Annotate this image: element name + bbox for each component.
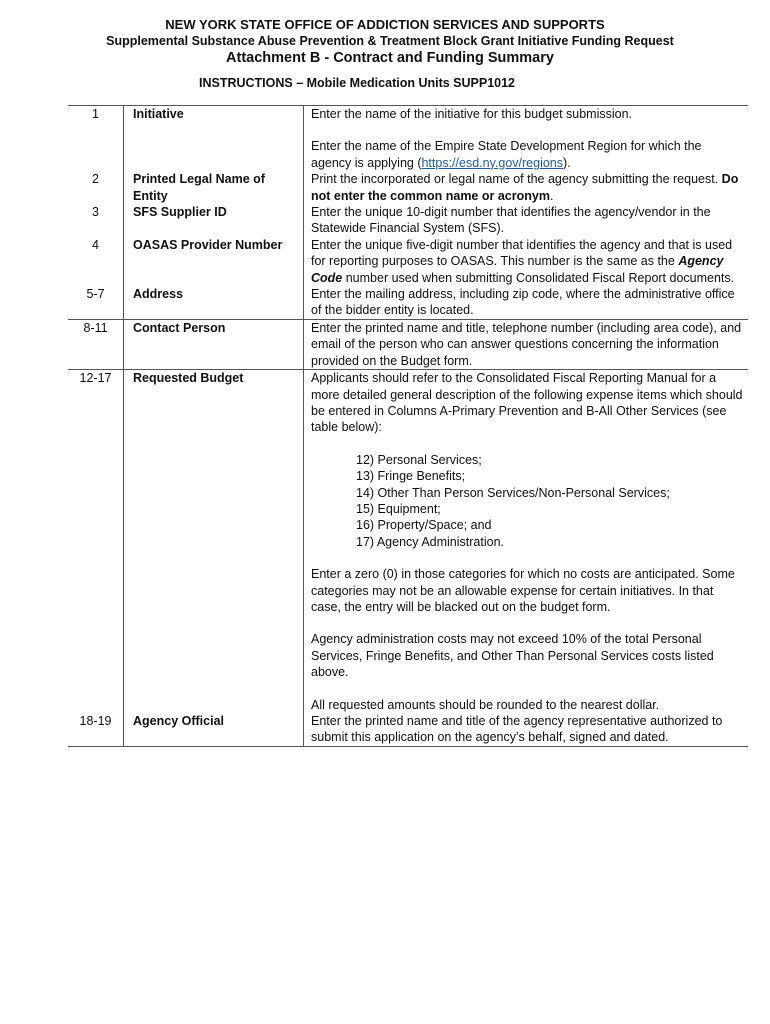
- row-paragraph: Enter the name of the initiative for this budget submission.: [311, 107, 633, 121]
- row-instructions: [304, 370, 749, 713]
- esd-regions-link[interactable]: https://esd.ny.gov/regions: [421, 155, 564, 170]
- agency-title: NEW YORK STATE OFFICE OF ADDICTION SERVICES AND SUPPORTS: [165, 17, 605, 32]
- table-row: [68, 286, 748, 319]
- attachment-title: Attachment B - Contract and Funding Summary: [226, 50, 554, 66]
- text-run: Enter the name of the Empire State Development Region for which the agency is applying (: [311, 139, 702, 170]
- table-row: [68, 204, 748, 237]
- row-label: Agency Official: [124, 713, 304, 746]
- table-row: [68, 370, 748, 713]
- table-row: [68, 171, 748, 204]
- row-number: 18-19: [68, 713, 124, 746]
- table-row: [68, 106, 748, 172]
- row-number: 12-17: [68, 370, 124, 713]
- row-label: Requested Budget: [124, 370, 304, 713]
- row-paragraph: Enter a zero (0) in those categories for which no costs are anticipated. Some categories may not be an allowable expense for certain initiatives. In that case, the entry will be blacked out on the budget form.: [311, 567, 735, 614]
- row-number: 8-11: [68, 319, 124, 369]
- row-label: Address: [124, 286, 304, 319]
- row-label: Printed Legal Name of Entity: [124, 171, 304, 204]
- row-instructions: [304, 237, 749, 286]
- row-instructions: Enter the mailing address, including zip code, where the administrative office of the bidder entity is located.: [311, 287, 735, 318]
- list-item: 13) Fringe Benefits;: [356, 469, 466, 484]
- row-number: 2: [68, 171, 124, 204]
- row-number: 3: [68, 204, 124, 237]
- list-item: 12) Personal Services;: [356, 452, 482, 467]
- row-label: Initiative: [124, 106, 304, 172]
- row-paragraph: Applicants should refer to the Consolidated Fiscal Reporting Manual for a more detailed general description of the following expense items which should be entered in Columns A-Primary Prevention and B-All Other Services (see table below):: [311, 371, 743, 435]
- text-run: Enter the unique five-digit number that identifies the agency and that is used for reporting purposes to OASAS. This number is the same as the: [311, 237, 733, 269]
- text-run: Print the incorporated or legal name of the agency submitting the request.: [311, 172, 722, 187]
- table-row: [68, 237, 748, 286]
- instructions-table: [68, 105, 748, 747]
- table-row: [68, 319, 748, 369]
- row-instructions: Enter the printed name and title of the agency representative authorized to submit this application on the agency’s behalf, signed and dated.: [304, 713, 749, 746]
- row-label: SFS Supplier ID: [124, 204, 304, 237]
- row-label: Contact Person: [124, 319, 304, 369]
- row-number: 1: [68, 106, 124, 172]
- row-number: 5-7: [68, 286, 124, 319]
- text-run: ).: [563, 155, 571, 170]
- list-item: 15) Equipment;: [356, 501, 441, 516]
- row-number: 4: [68, 237, 124, 286]
- row-paragraph: [311, 138, 744, 171]
- row-instructions: Enter the unique 10-digit number that identifies the agency/vendor in the Statewide Financial System (SFS).: [311, 205, 711, 236]
- emphasis-text: Do not enter the common name or acronym: [311, 172, 739, 203]
- form-subtitle: Supplemental Substance Abuse Prevention & Treatment Block Grant Initiative Funding Request: [106, 34, 674, 48]
- list-item: 14) Other Than Person Services/Non-Personal Services;: [356, 485, 670, 500]
- table-row: [68, 713, 748, 746]
- text-run: number used when submitting Consolidated Fiscal Report documents.: [342, 270, 735, 285]
- text-run: .: [549, 188, 554, 203]
- row-paragraph: Agency administration costs may not exceed 10% of the total Personal Services, Fringe Benefits, and Other Than Personal Services costs listed above.: [311, 632, 714, 680]
- list-item: 16) Property/Space; and: [356, 518, 492, 533]
- list-item: 17) Agency Administration.: [356, 534, 504, 549]
- row-instructions: [304, 106, 749, 172]
- row-instructions: Enter the printed name and title, telephone number (including area code), and email of the person who can answer questions concerning the information provided on the Budget form.: [304, 319, 749, 369]
- row-paragraph: All requested amounts should be rounded to the nearest dollar.: [311, 697, 660, 712]
- instructions-title: INSTRUCTIONS – Mobile Medication Units SUPP1012: [198, 76, 516, 90]
- expense-list: [311, 452, 744, 550]
- row-label: OASAS Provider Number: [124, 237, 304, 286]
- row-instructions: [304, 171, 749, 204]
- emphasis-text: Agency Code: [311, 254, 724, 285]
